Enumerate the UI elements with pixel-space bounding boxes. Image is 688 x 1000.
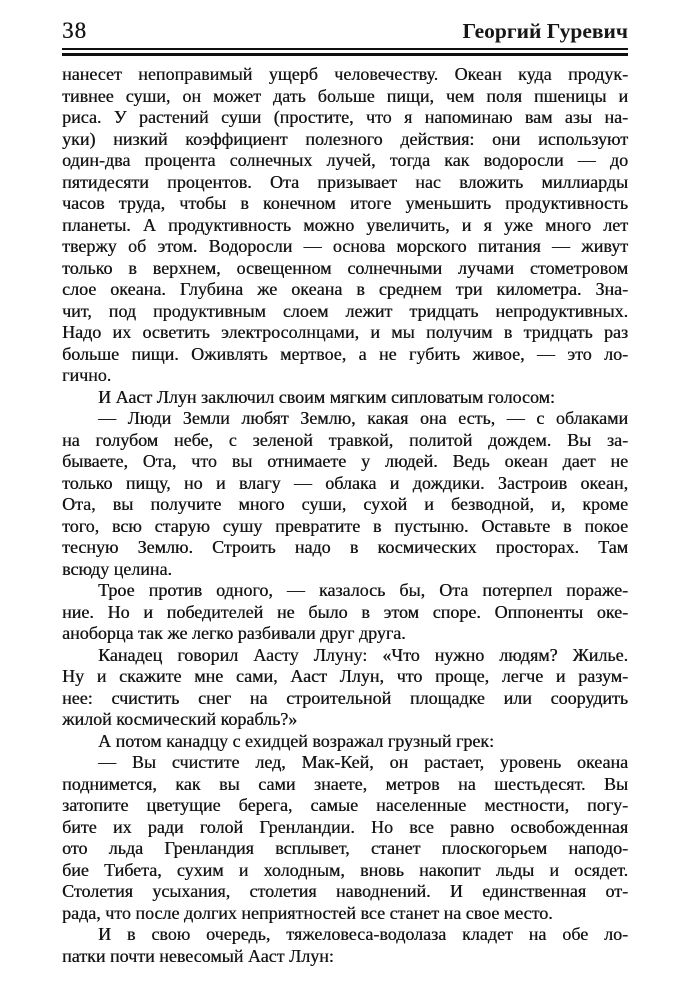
- text-line: гично.: [62, 365, 112, 385]
- text-line: пятидесяти процентов. Ота призывает нас вложить миллиарды: [62, 171, 628, 192]
- text-line: поднимется, как вы сами знаете, метров на шестьдесят. Вы: [62, 773, 628, 794]
- text-line: Надо их осветить электросолнцами, и мы получим в тридцать раз: [62, 322, 628, 342]
- text-line: твержу об этом. Водоросли — основа морского питания — живут: [62, 236, 628, 256]
- paragraph: [62, 408, 628, 580]
- page-number: 38: [62, 18, 87, 43]
- text-line: того, всю старую сушу превратите в пустыню. Оставьте в покое: [62, 515, 628, 536]
- paragraph: [62, 387, 628, 409]
- text-line: тивнее суши, он может дать больше пищи, чем поля пшеницы и: [62, 85, 628, 106]
- text-line: нанесет непоправимый ущерб человечеству. Океан куда продук-: [62, 64, 628, 84]
- paragraph: [62, 924, 628, 967]
- page-text: [62, 64, 628, 967]
- text-line: только пищу, но и влагу — облака и дождики. Застроив океан,: [62, 472, 628, 493]
- text-line: Канадец говорил Аасту Ллуну: «Что нужно людям? Жилье.: [98, 644, 628, 665]
- text-line: аноборца так же легко разбивали друг друга.: [62, 623, 406, 643]
- text-line: Ота, вы получите много суши, сухой и безводной, и, кроме: [62, 494, 628, 514]
- text-line: бие Тибета, сухим и холодным, вновь накопит льды и осядет.: [62, 859, 628, 880]
- text-line: И Ааст Ллун заключил своим мягким сипловатым голосом:: [98, 386, 555, 407]
- text-line: жилой космический корабль?»: [62, 709, 298, 729]
- text-line: один-два процента солнечных лучей, тогда как водоросли — до: [62, 150, 628, 170]
- paragraph: [62, 731, 628, 753]
- text-line: ото льда Гренландия всплывет, станет плоскогорьем наподо-: [62, 838, 628, 858]
- text-line: затопите цветущие берега, самые населенные местности, погу-: [62, 795, 628, 815]
- text-line: на голубом небе, с зеленой травкой, политой дождем. Вы за-: [62, 429, 628, 450]
- text-line: Ну и скажите мне сами, Ааст Ллун, что проще, легче и разум-: [62, 666, 628, 686]
- text-line: — Люди Земли любят Землю, какая она есть, — с облаками: [98, 408, 628, 428]
- header-rule: [62, 48, 628, 56]
- text-line: ние. Но и победителей не было в этом споре. Оппоненты оке-: [62, 601, 628, 622]
- running-title: Георгий Гуревич: [462, 19, 628, 43]
- paragraph: [62, 64, 628, 387]
- text-line: только в верхнем, освещенном солнечными лучами стометровом: [62, 257, 628, 278]
- text-line: рада, что после долгих неприятностей все станет на свое место.: [62, 902, 553, 923]
- text-line: И в свою очередь, тяжеловеса-водолаза кладет на обе ло-: [98, 924, 628, 944]
- text-line: Столетия усыхания, столетия наводнений. И единственная от-: [62, 881, 628, 901]
- text-line: бываете, Ота, что вы отнимаете у людей. Ведь океан дает не: [62, 451, 628, 471]
- text-line: часов труда, чтобы в конечном итоге уменьшить продуктивность: [62, 193, 628, 213]
- paragraph: [62, 752, 628, 924]
- text-line: нее: счистить снег на строительной площадке или соорудить: [62, 687, 628, 708]
- text-line: бите их ради голой Гренландии. Но все равно освобожденная: [62, 816, 628, 837]
- text-line: патки почти невесомый Ааст Ллун:: [62, 945, 334, 966]
- text-line: планеты. А продуктивность можно увеличить, и я уже много лет: [62, 214, 628, 235]
- text-line: тесную Землю. Строить надо в космических просторах. Там: [62, 537, 628, 557]
- text-line: больше пищи. Оживлять мертвое, а не губить живое, — это ло-: [62, 343, 628, 364]
- text-line: уки) низкий коэффициент полезного действия: они используют: [62, 128, 628, 149]
- paragraph: [62, 580, 628, 645]
- text-line: слое океана. Глубина же океана в среднем три километра. Зна-: [62, 279, 628, 299]
- text-line: риса. У растений суши (простите, что я напоминаю вам азы на-: [62, 107, 628, 127]
- text-line: Трое против одного, — казалось бы, Ота потерпел пораже-: [98, 580, 628, 600]
- text-line: А потом канадцу с ехидцей возражал грузный грек:: [98, 730, 495, 751]
- page-header: [62, 18, 628, 47]
- paragraph: [62, 645, 628, 731]
- text-line: — Вы счистите лед, Мак-Кей, он растает, уровень океана: [98, 752, 628, 772]
- text-line: всюду целина.: [62, 558, 172, 579]
- text-line: чит, под продуктивным слоем лежит тридцать непродуктивных.: [62, 300, 628, 321]
